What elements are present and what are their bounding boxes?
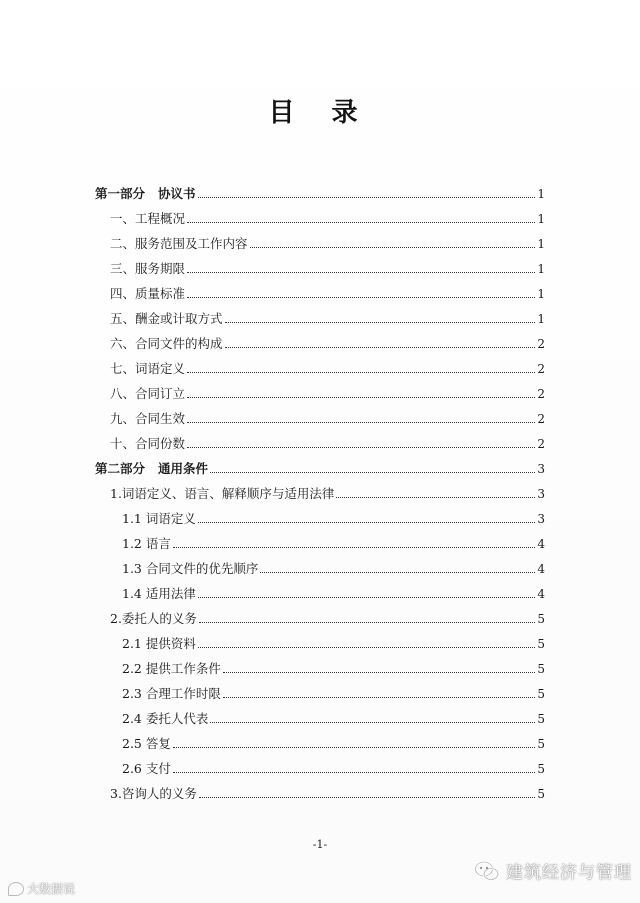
page-number: -1- — [312, 838, 328, 851]
toc-leader-dots — [223, 697, 536, 698]
toc-entry-label: 五、酬金或计取方式 — [110, 311, 223, 326]
toc-entry — [110, 282, 545, 302]
toc-entry-label: 四、质量标准 — [110, 286, 186, 301]
toc-entry — [110, 232, 545, 252]
toc-entry — [122, 557, 545, 577]
toc-entry-label: 八、合同订立 — [110, 386, 186, 401]
toc-entry — [110, 432, 545, 452]
toc-entry-label: 2.3 合理工作时限 — [122, 686, 221, 701]
toc-leader-dots — [173, 547, 536, 548]
toc-leader-dots — [187, 397, 535, 398]
toc-entry-page: 1 — [537, 287, 545, 301]
toc-leader-dots — [198, 647, 536, 648]
wechat-icon — [474, 860, 500, 882]
toc-entry — [110, 307, 545, 327]
toc-entry-page: 5 — [537, 737, 545, 751]
toc-entry-page: 1 — [537, 312, 545, 326]
toc-entry — [122, 657, 545, 677]
toc-entry-page: 2 — [537, 437, 545, 451]
toc-entry-label: 一、工程概况 — [110, 211, 186, 226]
toc-entry — [110, 332, 545, 352]
page-title: 目 录 — [268, 98, 372, 128]
toc-entry-page: 4 — [537, 537, 545, 551]
toc-leader-dots — [210, 722, 535, 723]
toc-entry-page: 1 — [537, 262, 545, 276]
toc-entry — [122, 707, 545, 727]
toc-entry-page: 2 — [537, 337, 545, 351]
toc-leader-dots — [260, 572, 535, 573]
toc-leader-dots — [223, 672, 536, 673]
toc-entry — [122, 532, 545, 552]
toc-entry-label: 三、服务期限 — [110, 261, 186, 276]
toc-leader-dots — [187, 272, 535, 273]
toc-entry-label: 1.1 词语定义 — [122, 511, 196, 526]
toc-entry — [110, 257, 545, 277]
toc-entry-label: 第二部分 通用条件 — [95, 461, 209, 476]
toc-entry-label: 九、合同生效 — [110, 411, 186, 426]
toc-entry-page: 5 — [537, 637, 545, 651]
toc-entry-page: 1 — [537, 237, 545, 251]
toc-entry — [110, 482, 545, 502]
toc-leader-dots — [173, 772, 536, 773]
toc-leader-dots — [198, 197, 536, 198]
toc-entry-page: 3 — [537, 462, 545, 476]
toc-entry — [110, 782, 545, 802]
toc-entry — [122, 732, 545, 752]
toc-entry-label: 1.2 语言 — [122, 536, 171, 551]
toc-leader-dots — [187, 222, 535, 223]
watermark-left — [8, 880, 75, 897]
toc-leader-dots — [225, 347, 536, 348]
toc-entry — [122, 582, 545, 602]
toc-entry — [110, 382, 545, 402]
toc-entry-label: 2.4 委托人代表 — [122, 711, 209, 726]
toc-entry-page: 2 — [537, 412, 545, 426]
toc-entry-page: 5 — [537, 612, 545, 626]
toc-entry-label: 3.咨询人的义务 — [110, 786, 197, 801]
toc-entry-page: 3 — [537, 512, 545, 526]
toc-leader-dots — [336, 497, 535, 498]
toc-entry-page: 5 — [537, 662, 545, 676]
toc-leader-dots — [173, 747, 536, 748]
toc-entry-page: 5 — [537, 762, 545, 776]
toc-leader-dots — [198, 522, 536, 523]
toc-part-heading — [95, 182, 545, 202]
toc-entry-page: 1 — [537, 212, 545, 226]
watermark-right — [474, 858, 632, 883]
toc-entry-label: 七、词语定义 — [110, 361, 186, 376]
toc-leader-dots — [187, 297, 535, 298]
toc-entry — [110, 207, 545, 227]
toc-entry — [122, 682, 545, 702]
toc-entry-label: 2.1 提供资料 — [122, 636, 196, 651]
toc-entry-page: 2 — [537, 387, 545, 401]
toc-entry-page: 3 — [537, 487, 545, 501]
toc-entry — [110, 607, 545, 627]
weibo-icon — [8, 882, 24, 896]
toc-part-heading — [95, 457, 545, 477]
toc-entry-label: 十、合同份数 — [110, 436, 186, 451]
toc-entry-label: 2.5 答复 — [122, 736, 171, 751]
toc-entry-page: 4 — [537, 587, 545, 601]
toc-entry — [122, 507, 545, 527]
toc-entry-label: 1.4 适用法律 — [122, 586, 196, 601]
toc-entry-label: 二、服务范围及工作内容 — [110, 236, 248, 251]
toc-entry-page: 2 — [537, 362, 545, 376]
toc-entry-page: 5 — [537, 712, 545, 726]
toc-leader-dots — [187, 447, 535, 448]
toc-leader-dots — [187, 372, 535, 373]
toc-entry — [122, 757, 545, 777]
toc-leader-dots — [210, 472, 535, 473]
watermark-right-text: 建筑经济与管理 — [506, 863, 632, 883]
toc-entry-label: 第一部分 协议书 — [95, 186, 196, 201]
toc-entry-label: 1.3 合同文件的优先顺序 — [122, 561, 259, 576]
toc-entry-page: 5 — [537, 687, 545, 701]
toc-entry — [110, 357, 545, 377]
toc-entry-label: 2.2 提供工作条件 — [122, 661, 221, 676]
toc-entry-label: 1.词语定义、语言、解释顺序与适用法律 — [110, 486, 335, 501]
toc-leader-dots — [199, 797, 535, 798]
toc-entry-label: 2.6 支付 — [122, 761, 171, 776]
toc-leader-dots — [198, 597, 536, 598]
watermark-left-text: 大数据说 — [27, 882, 76, 896]
toc-entry — [122, 632, 545, 652]
toc-entry-label: 六、合同文件的构成 — [110, 336, 223, 351]
toc-entry-page: 4 — [537, 562, 545, 576]
toc-entry-page: 1 — [537, 187, 545, 201]
toc-entry-label: 2.委托人的义务 — [110, 611, 197, 626]
toc-leader-dots — [199, 622, 535, 623]
toc-entry — [110, 407, 545, 427]
toc-entry-page: 5 — [537, 787, 545, 801]
toc-leader-dots — [225, 322, 536, 323]
toc-leader-dots — [187, 422, 535, 423]
toc-leader-dots — [250, 247, 536, 248]
